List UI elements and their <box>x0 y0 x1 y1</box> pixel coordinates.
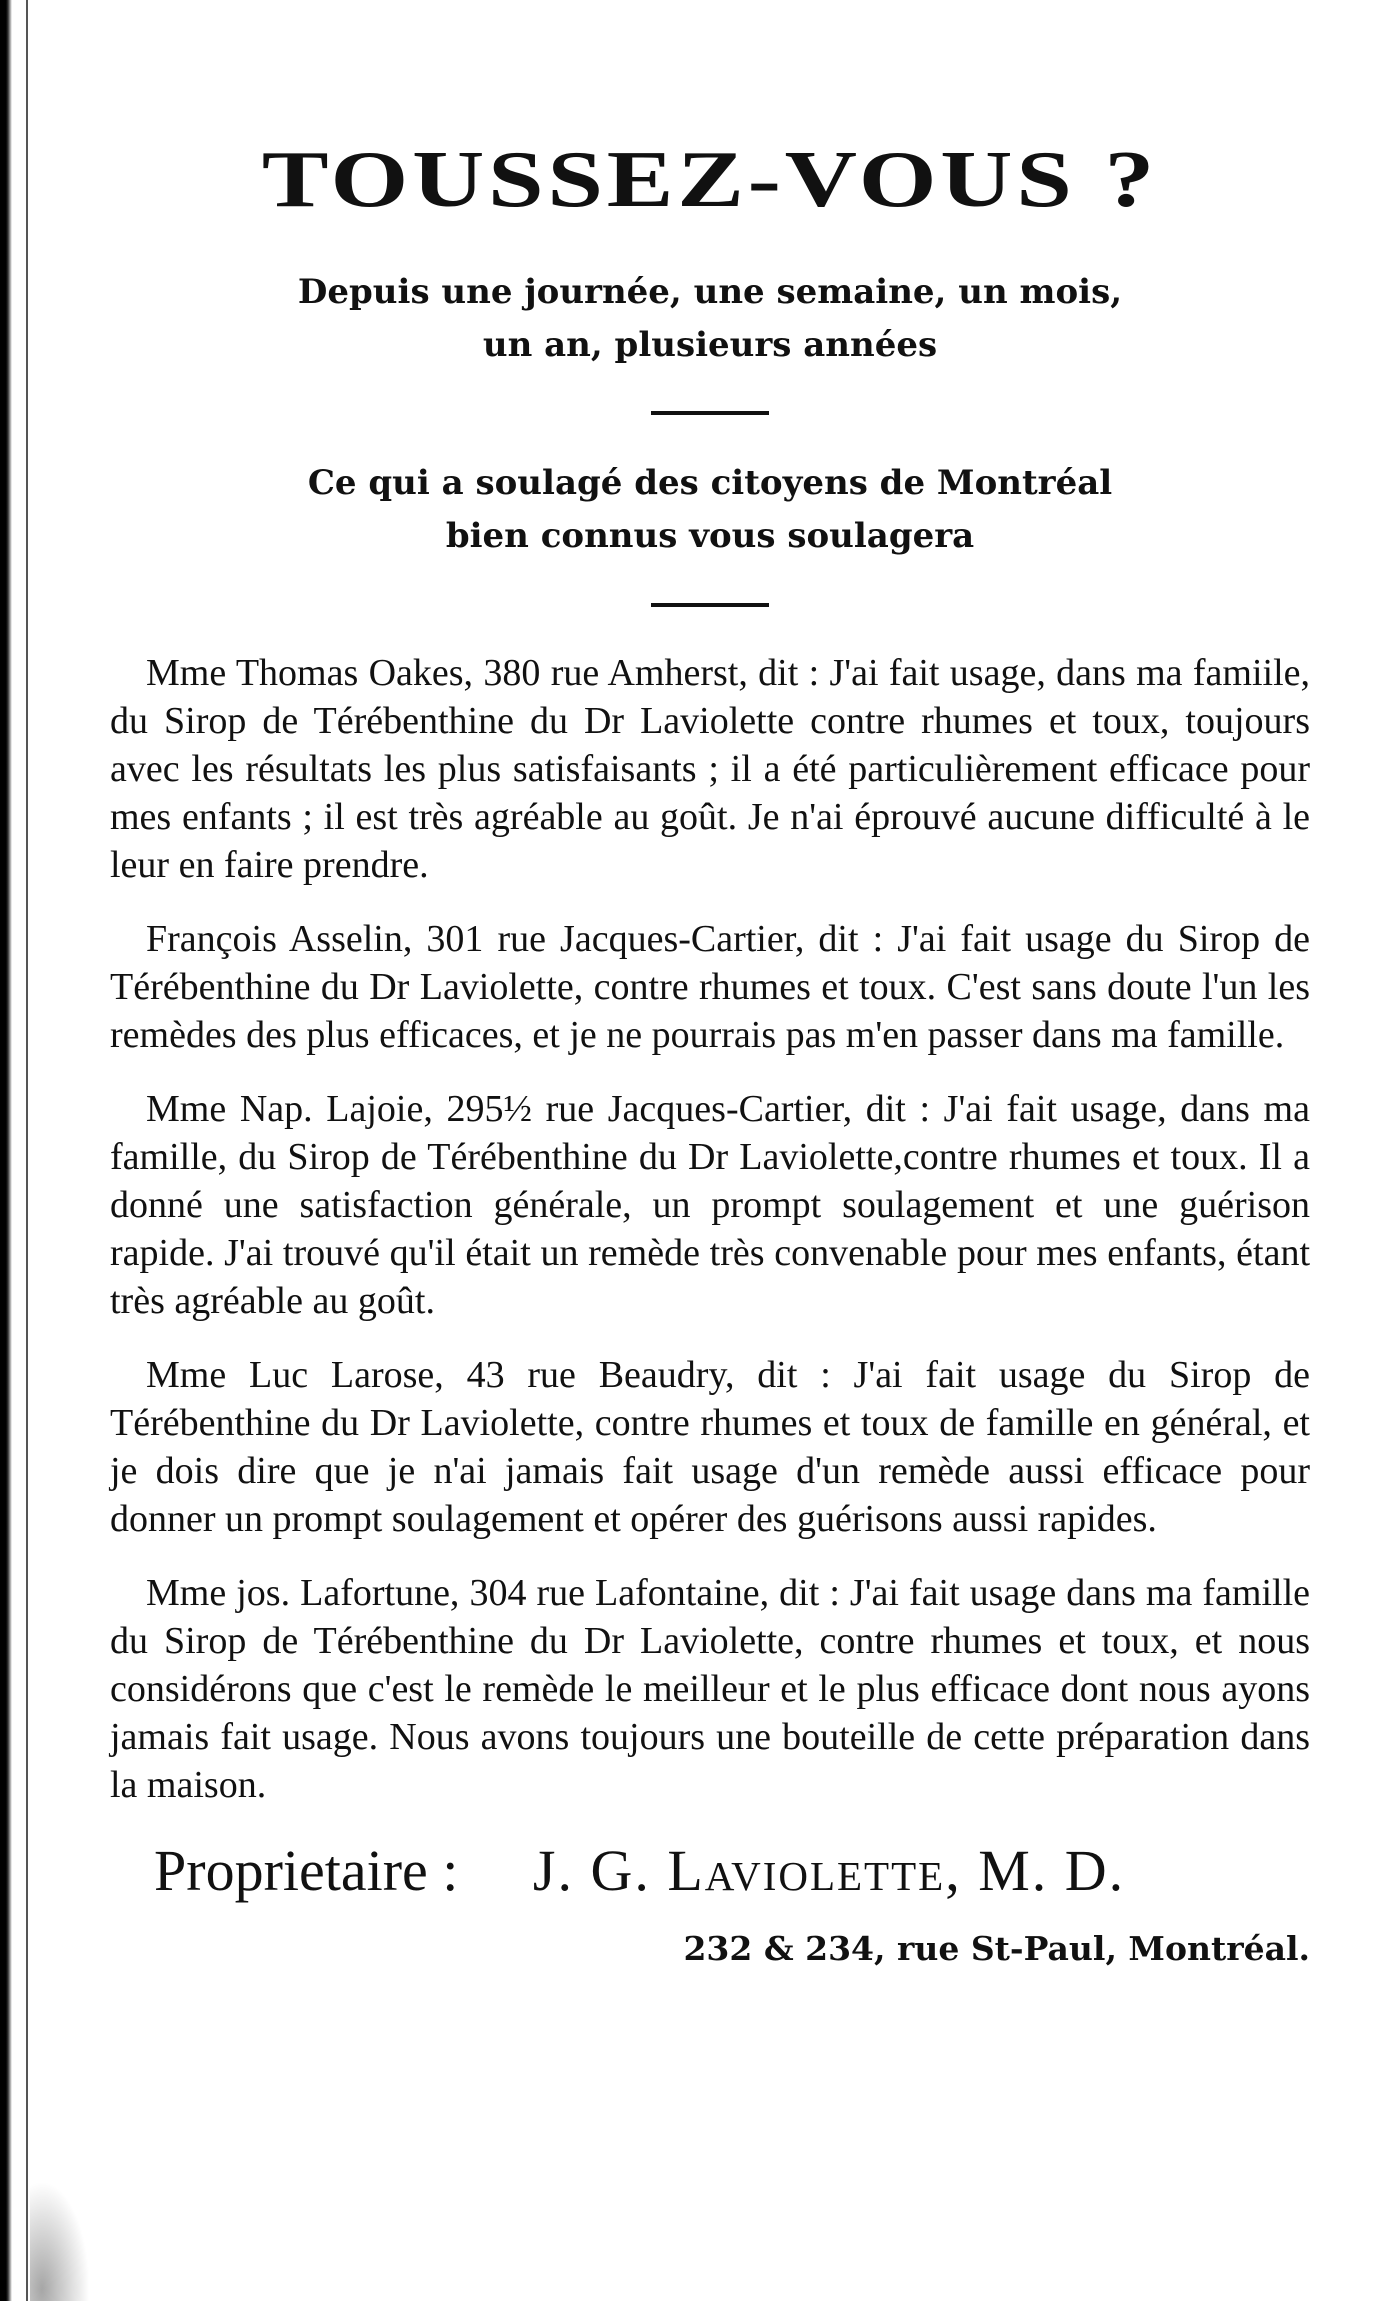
proprietor-line <box>110 1839 1310 1903</box>
testimonial-paragraph: Mme Nap. Lajoie, 295½ rue Jacques-Cartier, dit : J'ai fait usage, dans ma famille, du Sirop de Térébenthine du Dr Laviolette,contre rhumes et toux. Il a donné une satisfaction générale, un prompt soulagement et une guérison rapide. J'ai trouvé qu'il était un remède très convenable pour mes enfants, étant très agréable au goût. <box>110 1087 1310 1322</box>
divider-rule <box>651 603 769 607</box>
advertisement-page <box>110 136 1310 1968</box>
margin-line <box>26 0 28 2301</box>
subtitle <box>110 266 1310 371</box>
claim-line: Ce qui a soulagé des citoyens de Montréal <box>307 463 1113 504</box>
divider-rule <box>651 411 769 415</box>
page-title: TOUSSEZ-VOUS ? <box>261 136 1159 224</box>
testimonial-paragraph: Mme Luc Larose, 43 rue Beaudry, dit : J'ai fait usage du Sirop de Térébenthine du Dr Laviolette, contre rhumes et toux de famille en général, et je dois dire que je n'ai jamais fait usage d'un remède aussi efficace pour donner un prompt soulagement et opérer des guérisons aussi rapides. <box>110 1353 1310 1540</box>
binding-edge <box>0 0 12 2301</box>
testimonials <box>110 649 1310 1809</box>
proprietor-label: Proprietaire : <box>154 1837 459 1903</box>
testimonial-paragraph: Mme Thomas Oakes, 380 rue Amherst, dit : J'ai fait usage, dans ma famiile, du Sirop de Térébenthine du Dr Laviolette contre rhumes et toux, toujours avec les résultats les plus satisfaisants ; il a été particulièrement efficace pour mes enfants ; il est très agréable au goût. Je n'ai éprouvé aucune difficulté à le leur en faire prendre. <box>110 651 1310 886</box>
claim-line: bien connus vous soulagera <box>445 516 975 557</box>
proprietor-address: 232 & 234, rue St-Paul, Montréal. <box>683 1928 1310 1968</box>
subtitle-line: Depuis une journée, une semaine, un mois, <box>297 272 1123 312</box>
proprietor-name: J. G. Laviolette, M. D. <box>532 1837 1126 1903</box>
testimonial-paragraph: François Asselin, 301 rue Jacques-Cartier, dit : J'ai fait usage du Sirop de Térébenthine du Dr Laviolette, contre rhumes et toux. C'est sans doute l'un les remèdes des plus efficaces, et je ne pourrais pas m'en passer dans ma famille. <box>110 917 1310 1056</box>
claim <box>110 457 1310 562</box>
paper-smudge <box>30 2181 90 2301</box>
subtitle-line: un an, plusieurs années <box>482 324 938 365</box>
testimonial-paragraph: Mme jos. Lafortune, 304 rue Lafontaine, dit : J'ai fait usage dans ma famille du Sirop de Térébenthine du Dr Laviolette, contre rhumes et toux, et nous considérons que c'est le remède le meilleur et le plus efficace dont nous ayons jamais fait usage. Nous avons toujours une bouteille de cette préparation dans la maison. <box>110 1571 1310 1806</box>
